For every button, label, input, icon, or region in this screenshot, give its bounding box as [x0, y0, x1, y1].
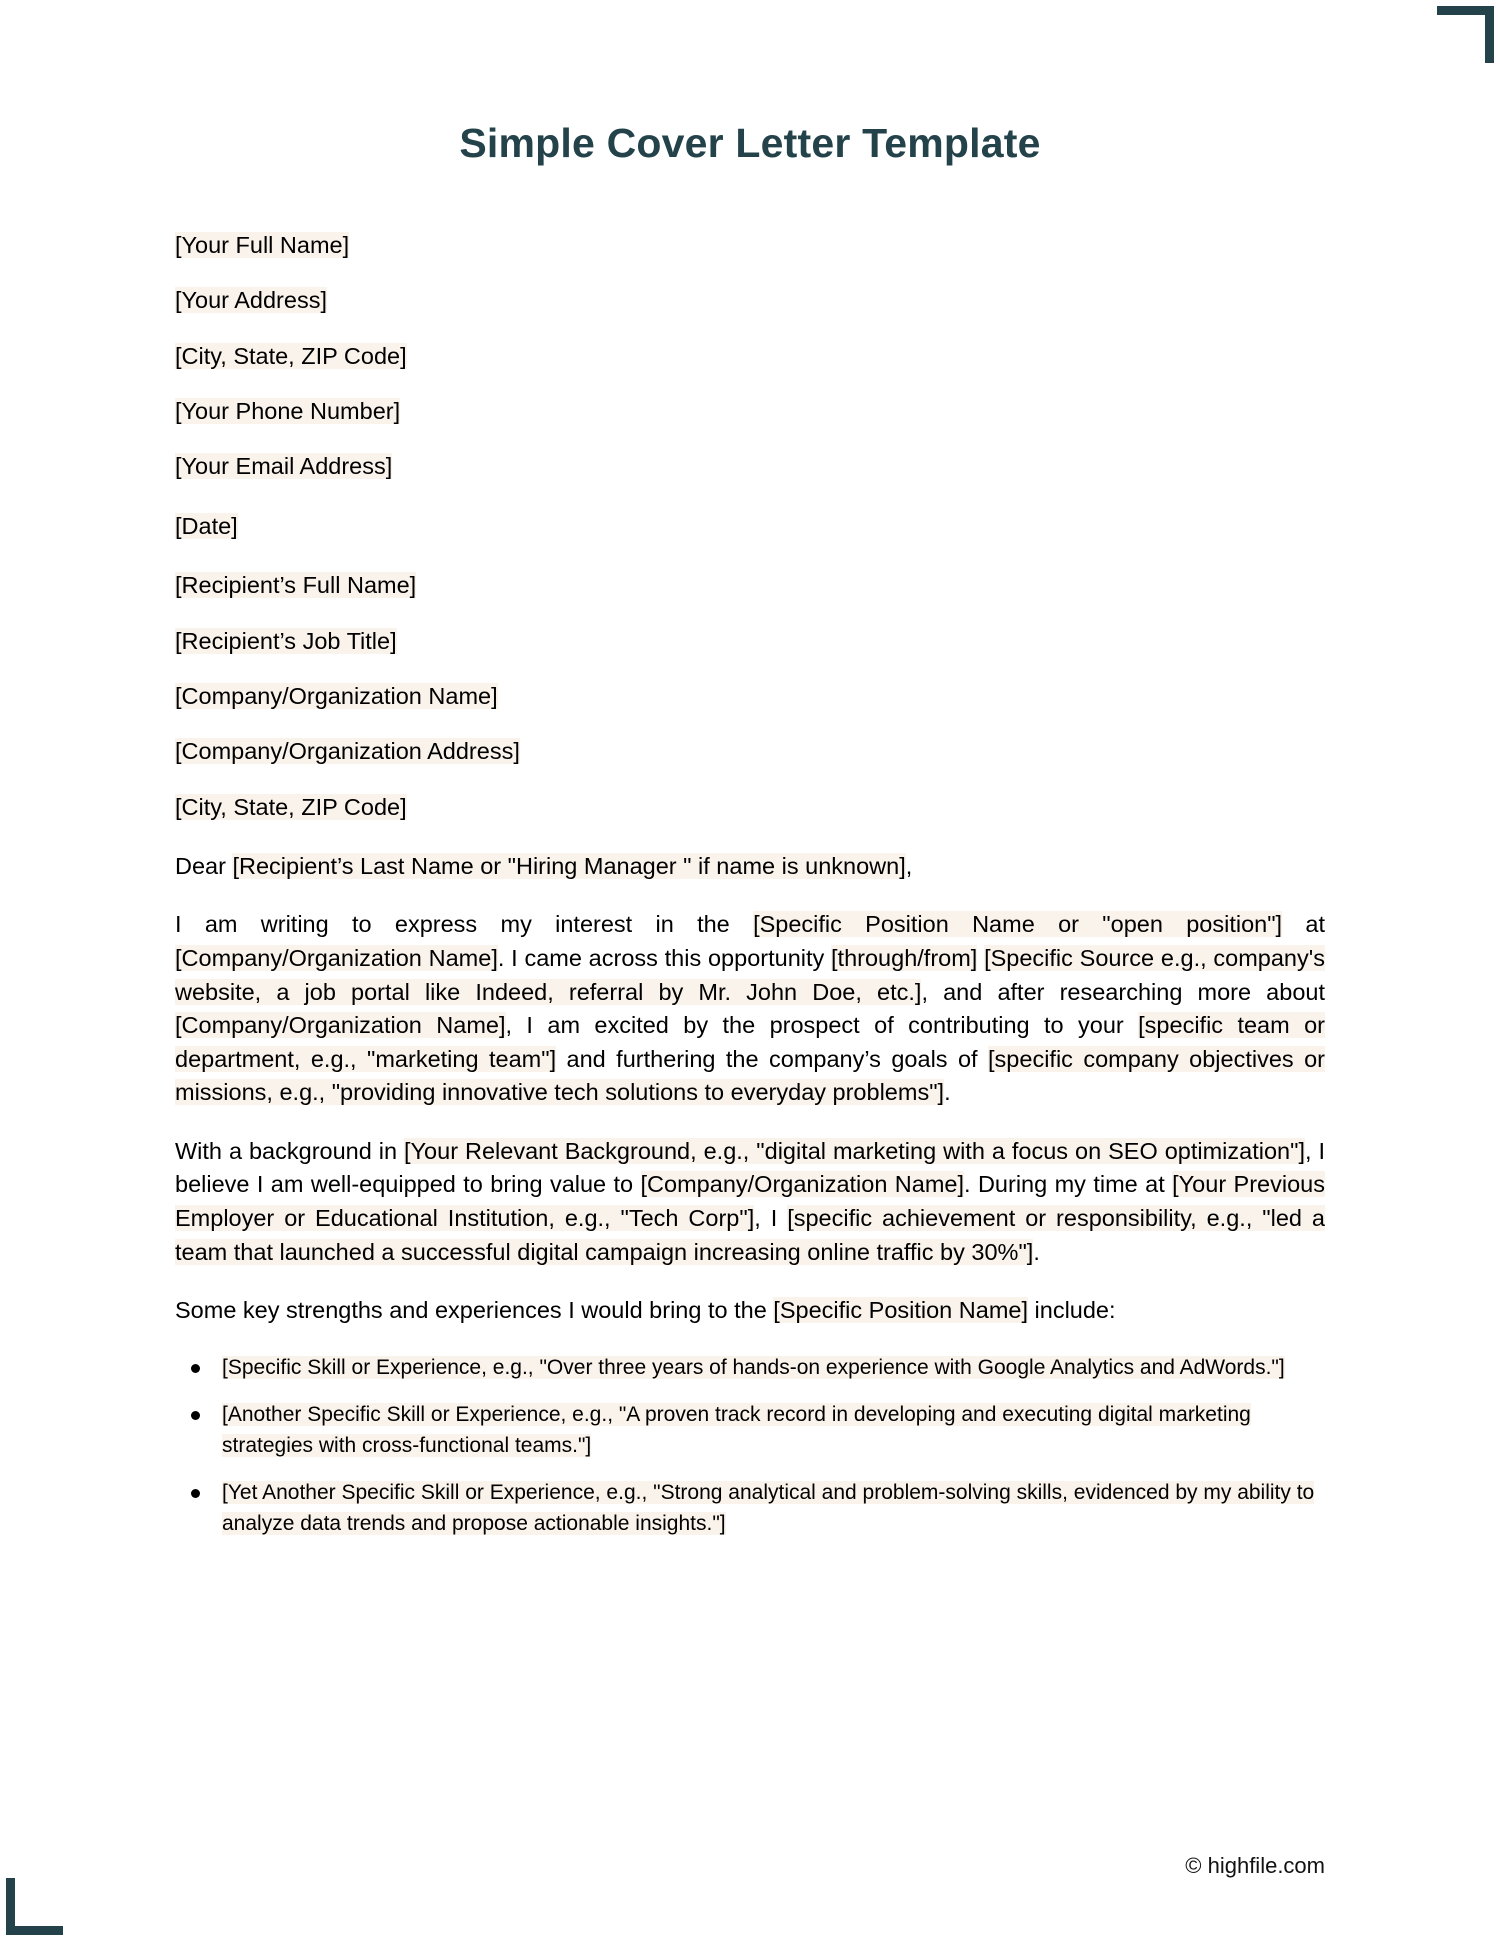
paragraph-opening [175, 908, 1325, 1110]
sender-address: [Your Address] [175, 287, 327, 314]
spacer-after-recipient [175, 824, 1325, 850]
p2-company-placeholder: [Company/Organization Name] [640, 1171, 965, 1198]
p1-objectives-placeholder: [specific company objectives or missions, e.g., "providing innovative tech solutions to everyday problems"] [175, 1045, 1325, 1106]
recipient-line-name [175, 569, 1325, 602]
sender-line-phone [175, 395, 1325, 428]
sender-line-city [175, 340, 1325, 373]
recipient-company-address: [Company/Organization Address] [175, 738, 520, 765]
sender-line-address [175, 284, 1325, 317]
p1-team-placeholder: [specific team or department, e.g., "marketing team"] [175, 1012, 1325, 1072]
recipient-line-title [175, 625, 1325, 658]
spacer-after-date [175, 543, 1325, 569]
list-item [175, 1478, 1325, 1539]
p1-seg5: , and after researching more about [921, 978, 1325, 1005]
strengths-list [175, 1353, 1325, 1539]
date-placeholder: [Date] [175, 512, 238, 539]
salutation [175, 850, 1325, 883]
recipient-full-name: [Recipient’s Full Name] [175, 572, 417, 599]
letter-body [175, 229, 1325, 1539]
sender-email: [Your Email Address] [175, 453, 393, 480]
p2-achievement-placeholder: [specific achievement or responsibility, e.g., "led a team that launched a successful digital campaign increasing online traffic by 30%"] [175, 1205, 1325, 1265]
recipient-company-name: [Company/Organization Name] [175, 682, 498, 709]
bullet-text-2: [Another Specific Skill or Experience, e.g., "A proven track record in developing and executing digital marketing strategies with cross-functional teams."] [222, 1403, 1251, 1457]
p2-seg4: , I [754, 1205, 788, 1232]
p2-seg1: With a background in [175, 1137, 405, 1164]
intro-position-placeholder: [Specific Position Name] [773, 1297, 1028, 1324]
recipient-city-state-zip: [City, State, ZIP Code] [175, 793, 407, 820]
intro-seg1: Some key strengths and experiences I would bring to the [175, 1297, 774, 1324]
p2-seg3: . During my time at [964, 1171, 1173, 1198]
footer-copyright: © highfile.com [1185, 1853, 1325, 1878]
salutation-placeholder: [Recipient’s Last Name or "Hiring Manager " if name is unknown] [232, 852, 906, 879]
paragraph-strengths-intro [175, 1294, 1325, 1328]
sender-line-name [175, 229, 1325, 262]
p1-seg3: . I came across this opportunity [497, 944, 832, 971]
paragraph-background [175, 1135, 1325, 1269]
p1-seg7: and furthering the company’s goals of [556, 1045, 989, 1072]
page-title: Simple Cover Letter Template [459, 120, 1041, 166]
sender-line-email [175, 450, 1325, 483]
sender-address-block [175, 229, 1325, 484]
date-block [175, 510, 1325, 543]
salutation-suffix: , [905, 852, 913, 879]
salutation-prefix: Dear [175, 852, 233, 879]
p2-seg2: , I believe I am well-equipped to bring value to [175, 1137, 1325, 1198]
intro-seg2: include: [1028, 1297, 1116, 1324]
p1-company2-placeholder: [Company/Organization Name] [175, 1012, 506, 1039]
p1-seg6: , I am excited by the prospect of contributing to your [505, 1012, 1139, 1039]
recipient-address-block [175, 569, 1325, 824]
date-line [175, 510, 1325, 543]
sender-full-name: [Your Full Name] [175, 232, 350, 258]
p1-company-placeholder: [Company/Organization Name] [175, 944, 498, 971]
bullet-text-3: [Yet Another Specific Skill or Experience, e.g., "Strong analytical and problem-solving skills, evidenced by my ability to analyze data trends and propose actionable insights."] [222, 1481, 1315, 1535]
recipient-job-title: [Recipient’s Job Title] [175, 627, 397, 654]
p1-source-placeholder: [Specific Source e.g., company's website, a job portal like Indeed, referral by Mr. John Doe, etc.] [175, 944, 1325, 1005]
sender-phone: [Your Phone Number] [175, 398, 401, 425]
list-item [175, 1353, 1325, 1383]
p2-seg5: . [1033, 1238, 1040, 1265]
recipient-line-city [175, 791, 1325, 824]
list-item [175, 1400, 1325, 1461]
recipient-line-company-address [175, 735, 1325, 768]
bullet-text-1: [Specific Skill or Experience, e.g., "Over three years of hands-on experience with Google Analytics and AdWords."] [222, 1355, 1285, 1379]
p1-throughfrom-placeholder: [through/from] [831, 944, 978, 971]
p1-seg1: I am writing to express my interest in the [175, 911, 754, 938]
recipient-line-company [175, 680, 1325, 713]
p1-seg2: at [1282, 911, 1325, 938]
p1-position-placeholder: [Specific Position Name or "open position"] [753, 911, 1283, 938]
p1-seg8: . [944, 1079, 951, 1106]
p2-background-placeholder: [Your Relevant Background, e.g., "digital marketing with a focus on SEO optimization"] [404, 1137, 1305, 1164]
sender-city-state-zip: [City, State, ZIP Code] [175, 342, 407, 369]
p2-employer-placeholder: [Your Previous Employer or Educational Institution, e.g., "Tech Corp"] [175, 1171, 1325, 1232]
spacer-after-sender [175, 484, 1325, 510]
